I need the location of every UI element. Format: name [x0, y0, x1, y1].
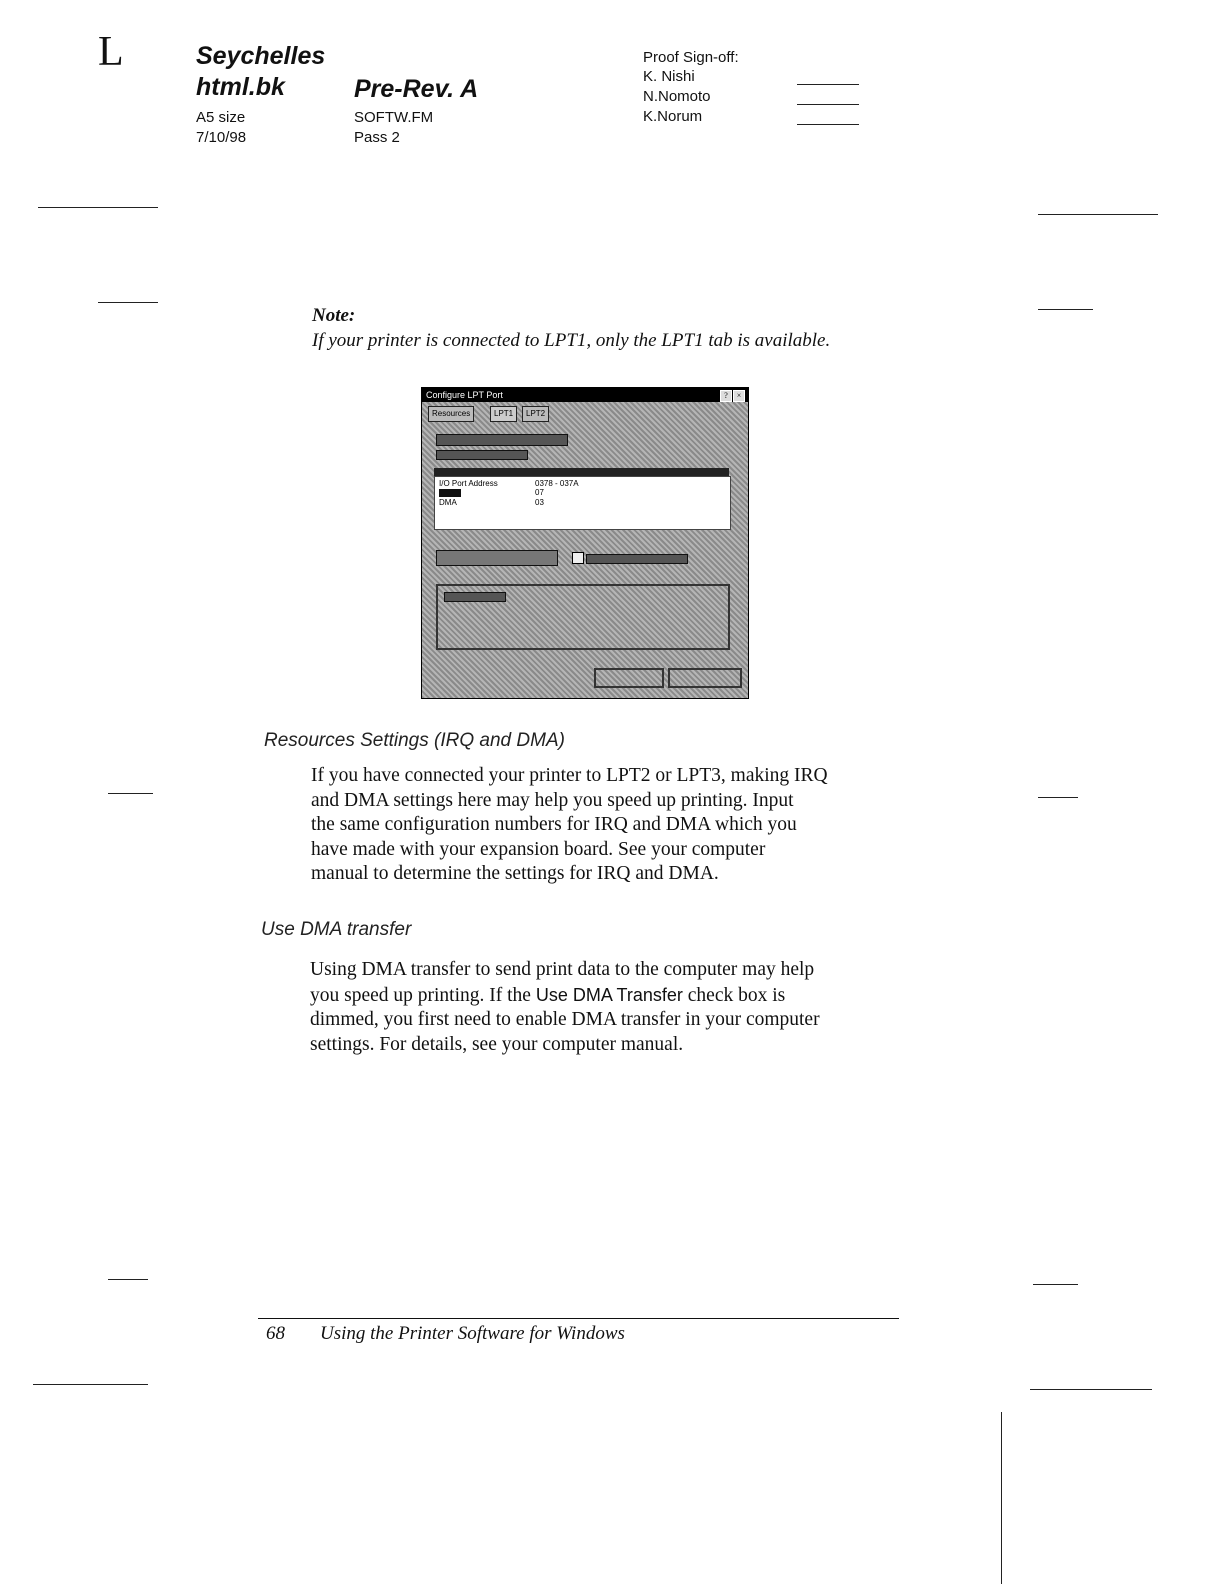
- crop-mark: [38, 207, 158, 208]
- revision-label: Pre-Rev. A: [354, 75, 479, 103]
- crop-mark: [98, 302, 158, 303]
- irq-row-highlight: [439, 489, 461, 497]
- file-name: html.bk: [196, 73, 285, 101]
- use-dma-label: [586, 554, 688, 564]
- tab-resources: Resources: [428, 406, 474, 422]
- text-line: dimmed, you first need to enable DMA transfer in your computer: [310, 1009, 820, 1030]
- text-line: you speed up printing. If the Use DMA Transfer check box is: [310, 984, 786, 1006]
- proofer-1: K. Nishi: [643, 68, 695, 85]
- crop-mark-vertical: [1001, 1412, 1002, 1584]
- book-name: Seychelles: [196, 42, 326, 70]
- cancel-button: [668, 668, 742, 688]
- text-line: If you have connected your printer to LPT2 or LPT3, making IRQ: [311, 765, 828, 786]
- date-label: 7/10/98: [196, 129, 247, 146]
- dma-paragraph: [310, 958, 910, 1057]
- proof-signoff-title: Proof Sign-off:: [643, 49, 739, 66]
- close-icon: ×: [733, 390, 745, 402]
- use-dma-checkbox: [572, 552, 584, 564]
- section-heading-dma: Use DMA transfer: [261, 919, 412, 940]
- change-setting-button: [436, 550, 558, 566]
- crop-mark: [1038, 214, 1158, 215]
- page-number: 68: [266, 1323, 285, 1344]
- text-line: and DMA settings here may help you speed up printing. Input: [311, 789, 794, 811]
- printer-name-field: [436, 434, 568, 446]
- help-icon: ?: [720, 390, 732, 402]
- resource-settings-label: [436, 450, 528, 460]
- text-line: have made with your expansion board. See your computer: [311, 838, 766, 860]
- note-label: Note:: [312, 305, 356, 326]
- crop-mark: [108, 793, 153, 794]
- proofer-2: N.Nomoto: [643, 88, 711, 105]
- resources-paragraph: [311, 764, 911, 887]
- crop-mark: [1033, 1284, 1078, 1285]
- text-line: manual to determine the settings for IRQ and DMA.: [311, 863, 719, 884]
- dialog-title-bar: [422, 388, 748, 402]
- crop-mark: [108, 1279, 148, 1280]
- footer-title: Using the Printer Software for Windows: [320, 1323, 625, 1344]
- section-heading-resources: Resources Settings (IRQ and DMA): [264, 730, 565, 751]
- dialog-tabs: [426, 406, 744, 422]
- text-line: the same configuration numbers for IRQ and DMA which you: [311, 814, 797, 835]
- text-line: settings. For details, see your computer manual.: [310, 1033, 684, 1055]
- no-conflicts-text: [444, 592, 506, 602]
- tab-lpt1: LPT1: [490, 406, 517, 422]
- note-text: If your printer is connected to LPT1, only the LPT1 tab is available.: [312, 330, 831, 351]
- row-setting-3: 03: [535, 498, 544, 507]
- row-setting-1: 0378 - 037A: [535, 479, 579, 488]
- row-name-1: I/O Port Address: [439, 479, 498, 488]
- chapter-file-label: SOFTW.FM: [354, 109, 434, 126]
- crop-mark: [1030, 1389, 1152, 1390]
- row-setting-2: 07: [535, 488, 544, 497]
- tab-lpt2: LPT2: [522, 406, 549, 422]
- proofer-3: K.Norum: [643, 108, 703, 125]
- crop-mark: [1038, 797, 1078, 798]
- signoff-line-2: [797, 104, 859, 105]
- corner-mark-letter: L: [98, 29, 124, 75]
- ok-button: [594, 668, 664, 688]
- row-name-3: DMA: [439, 498, 457, 507]
- pass-label: Pass 2: [354, 129, 400, 146]
- page-size-label: A5 size: [196, 109, 246, 126]
- ui-reference-use-dma-transfer: Use DMA Transfer: [535, 984, 683, 1005]
- text-line: Using DMA transfer to send print data to the computer may help: [310, 959, 815, 980]
- resource-list: [434, 476, 731, 530]
- configure-lpt-port-screenshot: [421, 387, 749, 699]
- crop-mark: [33, 1384, 148, 1385]
- signoff-line-3: [797, 124, 859, 125]
- signoff-line-1: [797, 84, 859, 85]
- dialog-title: Configure LPT Port: [426, 390, 503, 400]
- footer-rule: [258, 1318, 899, 1319]
- crop-mark: [1038, 309, 1093, 310]
